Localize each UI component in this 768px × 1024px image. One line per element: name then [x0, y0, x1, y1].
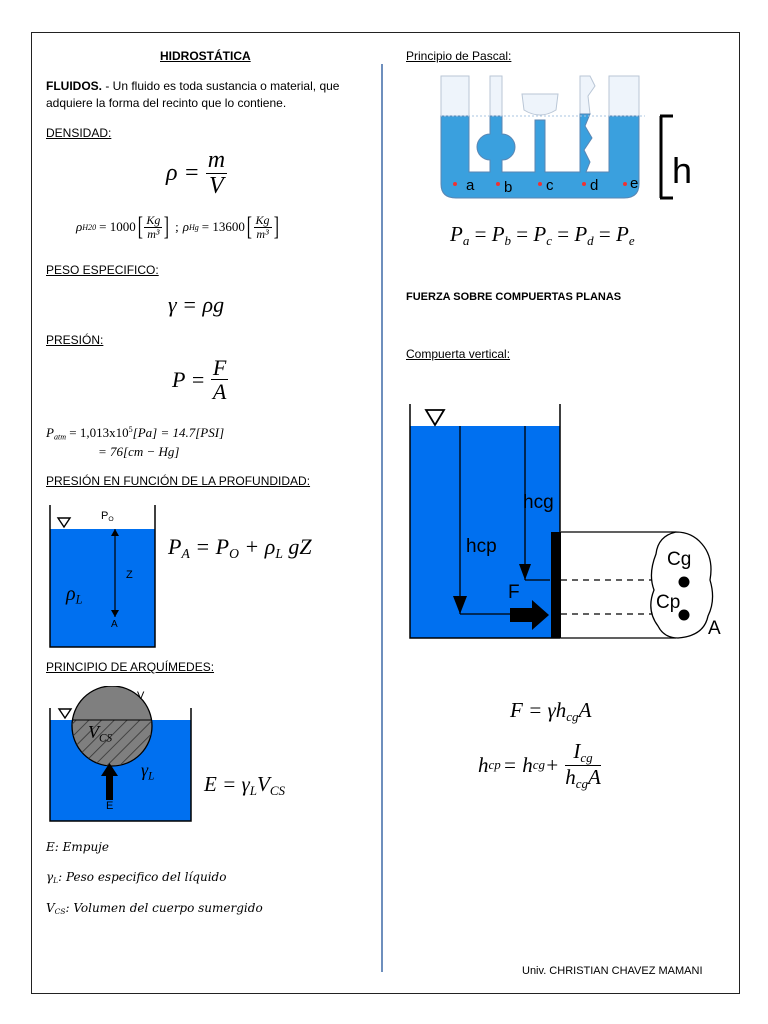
archimedes-formula	[204, 772, 285, 799]
cg-point	[679, 577, 690, 588]
f-lhs: F = γh	[510, 698, 567, 722]
vessel-a-top	[441, 76, 469, 116]
rhol-sub: L	[275, 546, 283, 562]
atm-end: [Pa] = 14.7[PSI]	[132, 425, 225, 440]
legend-sub-gamma: L	[53, 876, 59, 886]
legend-text-gamma: : Peso especifico del líquido	[58, 870, 227, 884]
atm-pressure-line1	[46, 425, 224, 441]
density-separator: ;	[175, 219, 179, 235]
legend-sym-gamma: γ	[46, 870, 54, 884]
density-den: V	[209, 173, 224, 200]
pressure-fraction	[211, 356, 228, 403]
den-h: h	[565, 764, 576, 789]
pascal-sub-c: c	[546, 232, 552, 248]
density-formula	[166, 148, 227, 199]
vessel-e-top	[609, 76, 639, 116]
den-a: A	[587, 764, 601, 789]
pressure-heading: PRESIÓN:	[46, 333, 104, 347]
surface-triangle-icon	[58, 518, 70, 527]
unit-bracket-1: [ $\frac{Kg}{\text{m³}}$ ]	[137, 212, 170, 242]
pascal-p5: P	[616, 222, 629, 246]
legend-sym-vcs: V	[46, 901, 55, 915]
rho-symbol: ρ	[66, 583, 76, 605]
z-label: Z	[126, 569, 133, 581]
legend-sym-e: E	[46, 840, 55, 854]
density-lhs: ρ =	[166, 160, 200, 187]
den-sub: cg	[575, 775, 588, 791]
hcp-label: hcp	[466, 536, 497, 557]
force-arrow-shaft	[510, 608, 534, 622]
hcg-label: hcg	[523, 492, 554, 513]
density-num: m	[207, 147, 226, 173]
po-sub: O	[229, 546, 239, 562]
cg-label: Cg	[667, 549, 692, 570]
specific-weight-heading: PESO ESPECIFICO:	[46, 263, 159, 277]
rho-l-label	[66, 583, 83, 608]
author-name: Univ. CHRISTIAN CHAVEZ MAMANI	[522, 965, 703, 977]
gate-plate	[551, 532, 561, 638]
pascal-heading: Principio de Pascal:	[406, 49, 512, 63]
cp-frac-den	[565, 766, 601, 791]
fluids-term: FLUIDOS.	[46, 79, 102, 93]
rho-hg-sub: Hg	[188, 222, 199, 232]
e-v-sub: CS	[269, 782, 286, 798]
pascal-p3: P	[533, 222, 547, 246]
point-a-dot	[453, 182, 457, 186]
f-sub: cg	[566, 708, 579, 724]
point-e-dot	[623, 182, 627, 186]
force-label: F	[508, 582, 520, 603]
legend-text-e: : Empuje	[54, 840, 109, 854]
icg-sub: cg	[580, 749, 593, 765]
pascal-sub-d: d	[587, 232, 594, 248]
point-b-dot	[496, 182, 500, 186]
fluids-definition	[46, 78, 366, 112]
legend-empuje	[46, 840, 109, 854]
atm-sub: atm	[53, 432, 67, 442]
point-d-dot	[582, 182, 586, 186]
point-a-label: A	[111, 619, 118, 630]
forces-heading: FUERZA SOBRE COMPUERTAS PLANAS	[406, 291, 622, 303]
icg-i: I	[573, 739, 581, 763]
pascal-sub-b: b	[504, 232, 512, 248]
center-pressure-formula	[478, 740, 601, 790]
rho-h2o-sub: H20	[82, 222, 97, 232]
fluids-text: - Un fluido es toda sustancia o material, que adquiere la forma del recinto que lo contiene.	[46, 79, 340, 110]
pascal-label-e: e	[630, 175, 639, 192]
vertical-gate-heading: Compuerta vertical:	[406, 347, 511, 361]
legend-sub-vcs: CS	[54, 907, 66, 917]
gate-surface-icon	[426, 410, 444, 425]
vcs-v: V	[88, 722, 99, 742]
density-fraction	[206, 148, 227, 199]
rho-h2o-symbol: ρ	[76, 219, 83, 235]
e-gamma: γ	[236, 772, 250, 796]
cp-fraction	[565, 740, 601, 790]
cp-frac-num	[565, 740, 601, 766]
hcp-sub: cp	[488, 757, 501, 773]
pascal-label-c: c	[546, 177, 554, 194]
vcs-sub: CS	[99, 732, 113, 745]
legend-vcs	[46, 901, 263, 916]
pascal-label-b: b	[504, 179, 513, 196]
pascal-h-label: h	[672, 150, 693, 191]
p0-p: P	[101, 510, 109, 522]
area-label: A	[708, 618, 721, 639]
pressure-formula	[172, 356, 228, 403]
pressure-num: F	[212, 355, 227, 380]
gamma-sub: L	[148, 770, 155, 783]
pa-symbol: P	[168, 534, 182, 559]
hcg-sub: cg	[532, 757, 546, 773]
vcs-label	[88, 722, 112, 744]
unit-num-1: Kg	[146, 213, 161, 227]
pressure-lhs: P =	[172, 366, 206, 392]
e-lhs: E =	[204, 772, 237, 796]
vessel-d-top	[580, 76, 595, 114]
page-title: HIDROSTÁTICA	[160, 49, 251, 63]
atm-exp: 5	[128, 425, 133, 435]
pascal-p2: P	[491, 222, 505, 246]
pa-sub: A	[181, 546, 190, 562]
unit-den-1: m³	[147, 226, 160, 241]
unit-den-2: m³	[256, 226, 269, 241]
hcp-plus: +	[545, 752, 560, 777]
cp-label: Cp	[656, 592, 681, 613]
specific-weight-formula: γ = ρg	[168, 292, 225, 317]
gamma-symbol: γ	[141, 760, 149, 780]
rho-hg-value: = 13600	[201, 219, 245, 235]
pascal-vessels-diagram	[440, 74, 702, 204]
gamma-l-label	[141, 760, 154, 782]
pascal-label-a: a	[466, 177, 475, 194]
pascal-sub-e: e	[628, 232, 635, 248]
f-end: A	[578, 698, 592, 722]
gate-force-formula	[510, 698, 591, 725]
pascal-p4: P	[574, 222, 588, 246]
pascal-label-d: d	[590, 177, 599, 194]
pascal-p1: P	[450, 222, 463, 246]
pressure-depth-diagram	[46, 505, 161, 650]
point-c-dot	[538, 182, 542, 186]
rho-h2o-value: = 1000	[99, 219, 136, 235]
buoyancy-arrow-shaft	[106, 774, 113, 800]
rho-sub: L	[75, 592, 83, 607]
atm-rest: = 1,013x10	[66, 425, 129, 440]
unit-bracket-2: [ $\frac{Kg}{\text{m³}}$ ]	[246, 212, 279, 242]
legend-gamma	[46, 870, 226, 885]
archimedes-heading: PRINCIPIO DE ARQUÍMEDES:	[46, 660, 215, 674]
pascal-formula: $P_a = P_b = P_c = P_d = P_e$	[450, 222, 635, 248]
p0-label	[101, 510, 114, 523]
rho-hg-symbol: ρ	[182, 219, 189, 235]
p0-sub: O	[108, 516, 114, 524]
buoyancy-label: E	[106, 800, 114, 812]
unit-num-2: Kg	[255, 213, 270, 227]
hcp-h: h	[478, 752, 489, 777]
pressure-depth-formula	[168, 534, 312, 562]
vessel-b-top	[490, 76, 502, 118]
pascal-sub-a: a	[462, 232, 470, 248]
vessel-c-top	[522, 94, 558, 115]
density-values	[76, 214, 280, 240]
pa-plus: + ρ	[238, 534, 276, 559]
legend-text-vcs: : Volumen del cuerpo sumergido	[65, 901, 263, 915]
atm-pressure-line2: = 76[cm − Hg]	[98, 444, 180, 459]
e-v: V	[257, 772, 270, 796]
hcp-mid: = h	[502, 752, 533, 777]
archimedes-surface-icon	[59, 709, 71, 718]
column-divider	[381, 64, 383, 972]
pressure-depth-heading: PRESIÓN EN FUNCIÓN DE LA PROFUNDIDAD:	[46, 474, 311, 488]
e-gamma-sub: L	[249, 782, 258, 798]
pa-eq: = P	[189, 534, 230, 559]
pa-end: gZ	[282, 534, 312, 559]
sphere-volume-label: V	[137, 690, 145, 702]
atm-p: P	[46, 425, 54, 440]
density-heading: DENSIDAD:	[46, 126, 112, 140]
pressure-den: A	[212, 379, 227, 405]
archimedes-diagram	[46, 686, 196, 824]
